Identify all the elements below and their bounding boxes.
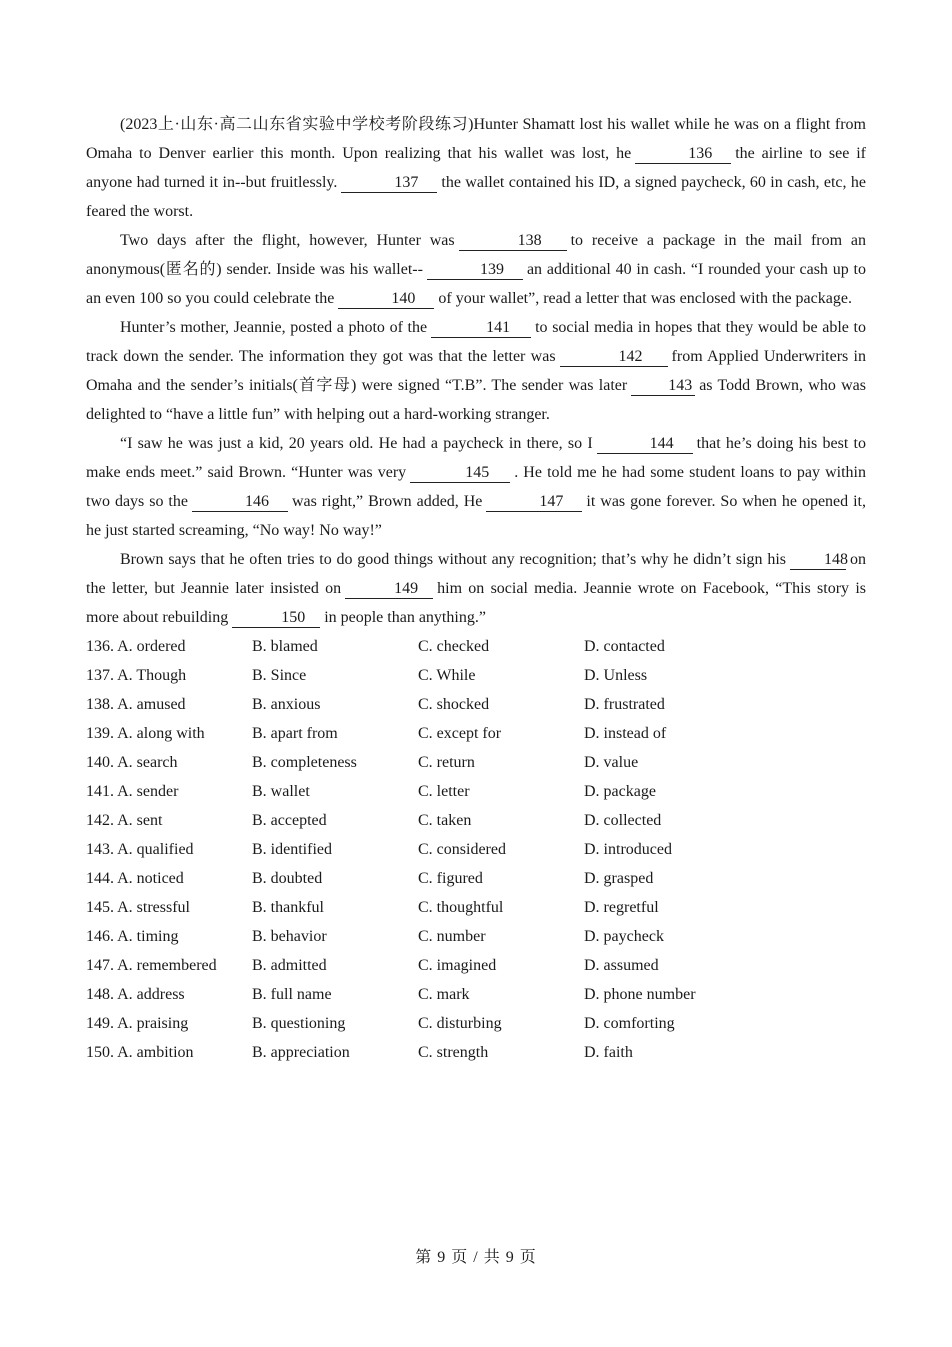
option-c: C. checked [418,638,490,655]
option-a: 137. A. Though [86,667,187,684]
paragraph-3 [86,313,866,429]
option-a: 147. A. remembered [86,957,217,974]
option-row [86,719,866,748]
option-c: C. considered [418,841,506,858]
blank-147: 147 [486,493,582,512]
option-d: D. faith [584,1044,633,1061]
option-b: B. doubted [252,870,323,887]
option-b: B. questioning [252,1015,346,1032]
option-d: D. instead of [584,725,667,742]
option-c: C. figured [418,870,483,887]
paragraph-4 [86,429,866,545]
text: an additional 40 in cash. “I rounded your cash up to an even 100 so you could celebrate the [86,261,866,307]
option-d: D. comforting [584,1015,675,1032]
blank-140: 140 [338,290,434,309]
blank-143: 143 [631,377,695,396]
text: Two days after the flight, however, Hunter was [120,232,455,249]
paragraph-2 [86,226,866,313]
exam-page [86,110,866,1067]
option-c: C. shocked [418,696,490,713]
blank-149: 149 [345,580,433,599]
option-d: D. value [584,754,639,771]
option-row [86,893,866,922]
option-a: 146. A. timing [86,928,179,945]
option-row [86,690,866,719]
option-row [86,777,866,806]
paragraph-1 [86,110,866,226]
option-d: D. assumed [584,957,659,974]
option-a: 140. A. search [86,754,178,771]
text: “I saw he was just a kid, 20 years old. He had a paycheck in there, so I [120,435,593,452]
option-d: D. phone number [584,986,696,1003]
option-row [86,835,866,864]
option-b: B. apart from [252,725,338,742]
text: on the letter, but Jeannie later insisted on [86,551,866,597]
option-d: D. contacted [584,638,665,655]
option-a: 149. A. praising [86,1015,189,1032]
blank-142: 142 [560,348,668,367]
option-a: 136. A. ordered [86,638,186,655]
option-c: C. imagined [418,957,497,974]
option-b: B. anxious [252,696,321,713]
option-b: B. Since [252,667,307,684]
option-row [86,1038,866,1067]
blank-139: 139 [427,261,523,280]
option-a: 142. A. sent [86,812,163,829]
option-row [86,806,866,835]
option-b: B. appreciation [252,1044,350,1061]
option-c: C. strength [418,1044,489,1061]
text: as Todd Brown, who was delighted to “have a little fun” with helping out a hard-working stranger. [86,377,866,423]
option-row [86,1009,866,1038]
blank-150: 150 [232,609,320,628]
option-c: C. thoughtful [418,899,504,916]
text: was right,” Brown added, He [291,493,483,510]
blank-146: 146 [192,493,288,512]
option-row [86,922,866,951]
text: of your wallet”, read a letter that was enclosed with the package. [438,290,852,307]
option-b: B. thankful [252,899,324,916]
option-b: B. accepted [252,812,327,829]
option-b: B. full name [252,986,332,1003]
text: (2023上·山东·高二山东省实验中学校考阶段练习)Hunter Shamatt lost his wallet while he was on a flight from Omaha to Denver earlier this month. Upon realizing that his wallet was lost, he [86,116,866,162]
option-a: 145. A. stressful [86,899,190,916]
paragraph-5 [86,545,866,632]
option-row [86,980,866,1009]
option-a: 150. A. ambition [86,1044,194,1061]
option-a: 144. A. noticed [86,870,184,887]
option-row [86,661,866,690]
option-b: B. blamed [252,638,318,655]
text: in people than anything.” [324,609,486,626]
option-c: C. mark [418,986,470,1003]
option-a: 141. A. sender [86,783,179,800]
option-row [86,632,866,661]
text: to social media in hopes that they would be able to track down the sender. The information they got was that the letter was [86,319,866,365]
text: to receive a package in the mail from an anonymous(匿名的) sender. Inside was his wallet-- [86,232,866,278]
text: Brown says that he often tries to do good things without any recognition; that’s why he didn’t sign his [120,551,786,568]
option-d: D. paycheck [584,928,664,945]
option-c: C. taken [418,812,472,829]
blank-141: 141 [431,319,531,338]
blank-136: 136 [635,145,731,164]
text: from Applied Underwriters in Omaha and the sender’s initials(首字母) were signed “T.B”. The sender was later [86,348,866,394]
option-c: C. disturbing [418,1015,502,1032]
page-footer: 第 9 页 / 共 9 页 [415,1249,537,1266]
option-row [86,748,866,777]
option-a: 139. A. along with [86,725,205,742]
blank-137: 137 [341,174,437,193]
option-a: 143. A. qualified [86,841,194,858]
blank-148: 148 [790,551,846,570]
option-d: D. collected [584,812,662,829]
option-c: C. While [418,667,476,684]
option-b: B. identified [252,841,332,858]
text: Hunter’s mother, Jeannie, posted a photo of the [120,319,428,336]
text: that he’s doing his best to make ends meet.” said Brown. “Hunter was very [86,435,867,481]
blank-145: 145 [410,464,510,483]
text: . He told me he had some student loans to pay within two days so the [86,464,867,510]
text: him on social media. Jeannie wrote on Facebook, “This story is more about rebuilding [86,580,866,626]
option-b: B. completeness [252,754,357,771]
option-d: D. Unless [584,667,648,684]
option-c: C. number [418,928,486,945]
text: it was gone forever. So when he opened it, he just started screaming, “No way! No way!” [86,493,866,539]
option-b: B. wallet [252,783,310,800]
option-d: D. frustrated [584,696,665,713]
text: the airline to see if anyone had turned it in--but fruitlessly. [86,145,867,191]
options-list [86,632,866,1067]
option-d: D. package [584,783,656,800]
text: the wallet contained his ID, a signed paycheck, 60 in cash, etc, he feared the worst. [86,174,866,220]
blank-144: 144 [597,435,693,454]
option-d: D. introduced [584,841,672,858]
blank-138: 138 [459,232,567,251]
option-a: 148. A. address [86,986,185,1003]
option-b: B. admitted [252,957,327,974]
option-row [86,864,866,893]
option-d: D. grasped [584,870,654,887]
option-c: C. except for [418,725,502,742]
option-c: C. return [418,754,475,771]
option-a: 138. A. amused [86,696,186,713]
option-d: D. regretful [584,899,659,916]
option-b: B. behavior [252,928,327,945]
option-row [86,951,866,980]
option-c: C. letter [418,783,470,800]
